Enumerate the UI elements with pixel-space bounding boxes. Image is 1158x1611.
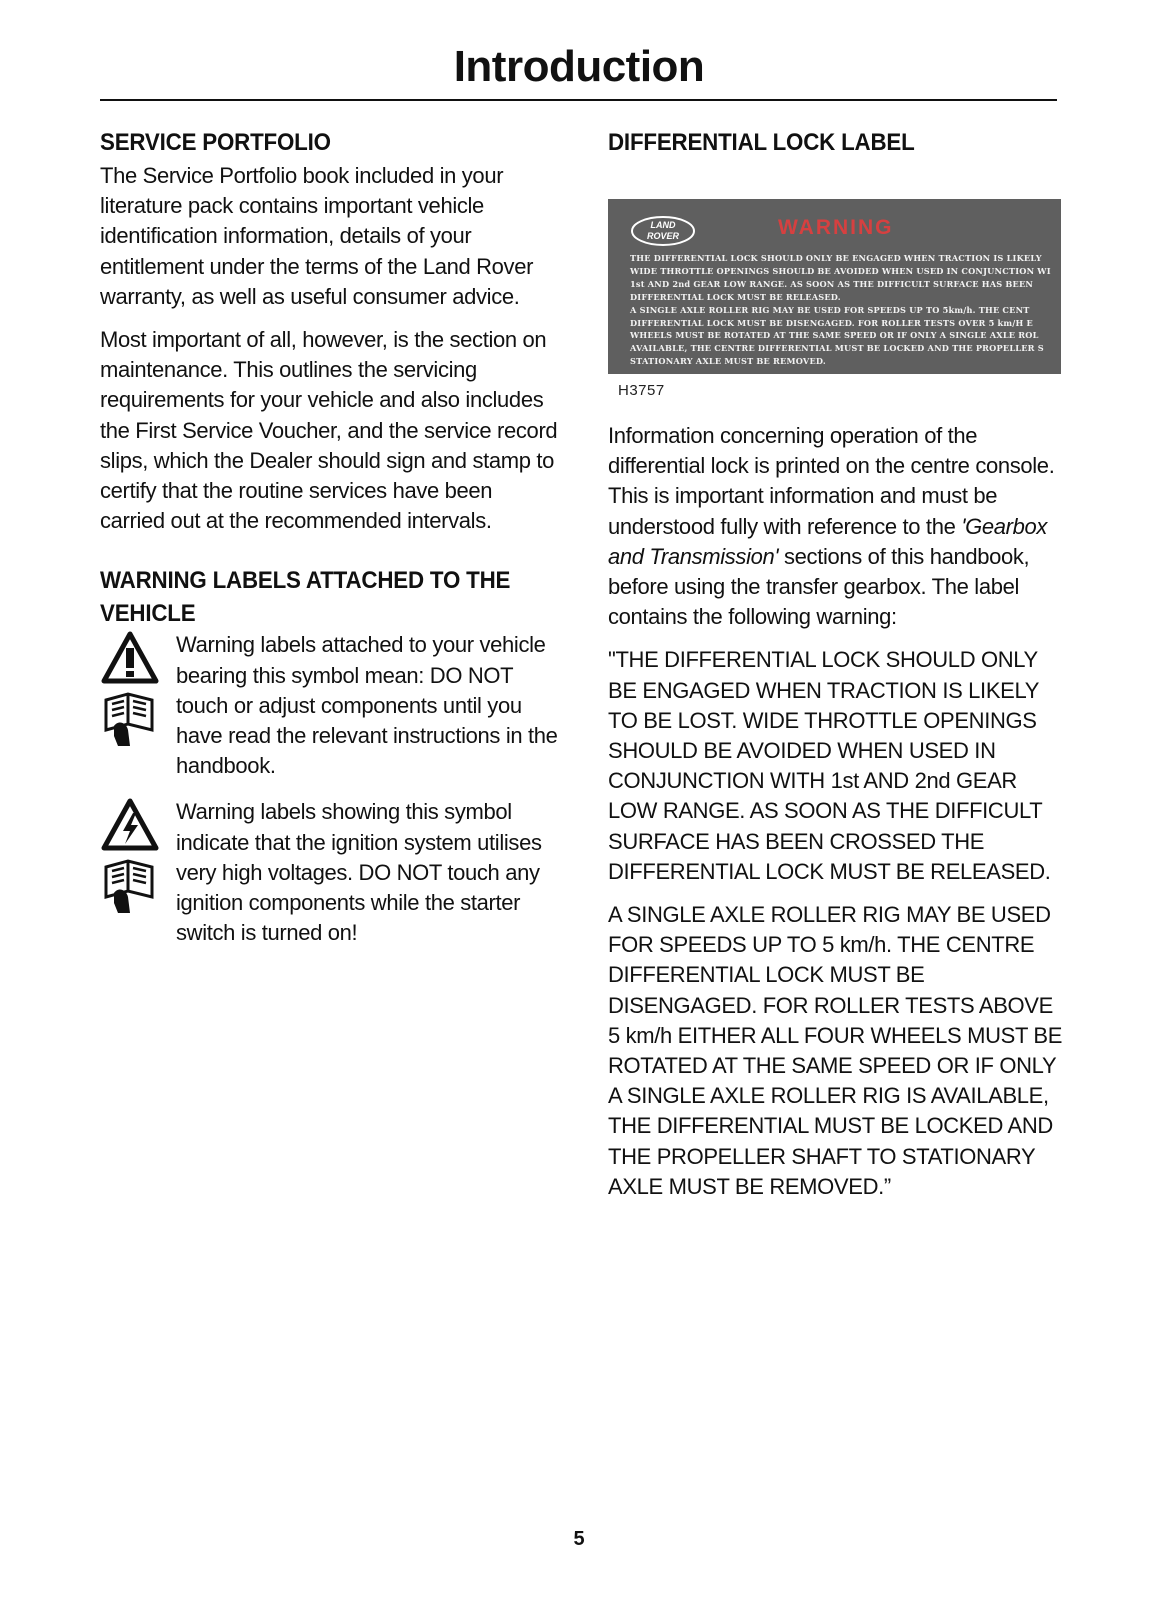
- label-line: DIFFERENTIAL LOCK MUST BE DISENGAGED. FOR ROLLER TESTS OVER 5 km/H E: [630, 317, 1033, 328]
- high-voltage-triangle-icon: [100, 797, 160, 853]
- read-handbook-icon: [100, 690, 160, 748]
- label-line: AVAILABLE, THE CENTRE DIFFERENTIAL MUST BE LOCKED AND THE PROPELLER S: [630, 343, 1044, 354]
- left-column: [100, 126, 560, 948]
- label-line: WHEELS MUST BE ROTATED AT THE SAME SPEED OR IF ONLY A SINGLE AXLE ROL: [630, 330, 1039, 341]
- warning-labels-heading-line2: VEHICLE: [100, 600, 196, 628]
- warning-labels-heading-line1: WARNING LABELS ATTACHED TO THE: [100, 567, 511, 595]
- service-portfolio-para-1: The Service Portfolio book included in your literature pack contains important vehicle identification information, details of your entitlement under the terms of the Land Rover warranty, as well as useful consumer advice.: [100, 163, 534, 309]
- service-portfolio-para-2: Most important of all, however, is the section on maintenance. This outlines the servicing requirements for your vehicle and also includes the First Service Voucher, and the service record slips, which the Dealer should sign and stamp to certify that the routine services have been carried out at the recommended intervals.: [100, 327, 558, 534]
- differential-lock-info: [608, 421, 1063, 632]
- land-rover-logo-text: LAND ROVER: [646, 220, 679, 241]
- label-line: DIFFERENTIAL LOCK MUST BE RELEASED.: [630, 291, 841, 302]
- differential-lock-quote-2: A SINGLE AXLE ROLLER RIG MAY BE USED FOR SPEEDS UP TO 5 km/h. THE CENTRE DIFFERENTIAL LOCK MUST BE DISENGAGED. FOR ROLLER TESTS ABOVE 5 km/h EITHER ALL FOUR WHEELS MUST BE ROTATED AT THE SAME SPEED OR IF ONLY A SINGLE AXLE ROLLER RIG IS AVAILABLE, THE DIFFERENTIAL MUST BE LOCKED AND THE PROPELLER SHAFT TO STATIONARY AXLE MUST BE REMOVED.”: [608, 902, 1063, 1199]
- differential-lock-label-image: [608, 199, 1061, 374]
- warning-item-2: [100, 797, 560, 948]
- figure-code: H3757: [618, 382, 665, 399]
- label-warning-text: [630, 252, 1061, 368]
- info-text-end: sections of this handbook, before using the transfer gearbox. The label contains the following warning:: [608, 543, 1030, 630]
- label-warning-word: WARNING: [778, 216, 894, 239]
- warning-labels-heading: [100, 564, 528, 630]
- info-text-reference: 'Gearbox and Transmission': [608, 513, 1048, 569]
- page-title: Introduction: [453, 42, 705, 91]
- label-line: WIDE THROTTLE OPENINGS SHOULD BE AVOIDED WHEN USED IN CONJUNCTION WI: [630, 265, 1051, 276]
- label-line: STATIONARY AXLE MUST BE REMOVED.: [630, 356, 826, 367]
- page-number: 5: [573, 1528, 585, 1550]
- service-portfolio-heading: SERVICE PORTFOLIO: [100, 129, 331, 156]
- right-column: [608, 126, 1063, 1202]
- warning-item-1-icons: [100, 630, 176, 748]
- warning-item-2-icons: [100, 797, 176, 915]
- label-line: A SINGLE AXLE ROLLER RIG MAY BE USED FOR SPEEDS UP TO 5km/h. THE CENT: [630, 304, 1030, 315]
- info-text-start: Information concerning operation of the differential lock is printed on the centre console. This is important information and must be understood fully with reference to the: [608, 423, 1055, 539]
- land-rover-logo: [630, 215, 696, 247]
- warning-item-1: [100, 630, 560, 781]
- differential-lock-quote-1: "THE DIFFERENTIAL LOCK SHOULD ONLY BE ENGAGED WHEN TRACTION IS LIKELY TO BE LOST. WIDE THROTTLE OPENINGS SHOULD BE AVOIDED WHEN USED IN CONJUNCTION WITH 1st AND 2nd GEAR LOW RANGE. AS SOON AS THE DIFFICULT SURFACE HAS BEEN CROSSED THE DIFFERENTIAL LOCK MUST BE RELEASED.: [608, 647, 1051, 884]
- warning-triangle-exclamation-icon: [100, 630, 160, 686]
- label-line: THE DIFFERENTIAL LOCK SHOULD ONLY BE ENGAGED WHEN TRACTION IS LIKELY: [630, 253, 1042, 263]
- warning-item-1-text: Warning labels attached to your vehicle bearing this symbol mean: DO NOT touch or adjust components until you have read the relevant instructions in the handbook.: [176, 632, 558, 779]
- differential-lock-heading: DIFFERENTIAL LOCK LABEL: [608, 129, 915, 156]
- read-handbook-icon: [100, 857, 160, 915]
- label-line: 1st AND 2nd GEAR LOW RANGE. AS SOON AS THE DIFFICULT SURFACE HAS BEEN: [630, 278, 1034, 289]
- warning-labels-section: [100, 564, 560, 948]
- warning-item-2-text: Warning labels showing this symbol indicate that the ignition system utilises very high voltages. DO NOT touch any ignition components while the starter switch is turned on!: [176, 799, 542, 946]
- title-rule: [100, 99, 1057, 101]
